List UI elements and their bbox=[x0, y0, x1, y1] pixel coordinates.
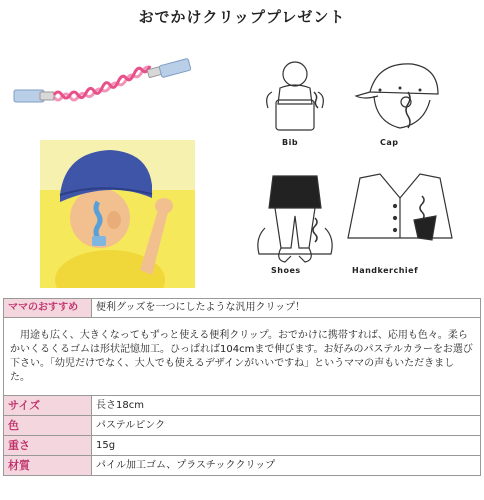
recommend-value: 便利グッズを一つにしたような汎用クリップ！ bbox=[92, 299, 481, 318]
spec-row-size bbox=[4, 396, 481, 416]
page-title: おでかけクリッププレゼント bbox=[138, 8, 346, 26]
product-clip-photo bbox=[10, 48, 200, 138]
spec-label-size: サイズ bbox=[4, 396, 92, 416]
description-row bbox=[4, 318, 481, 396]
spec-row-weight bbox=[4, 436, 481, 456]
cap-illustration bbox=[350, 52, 460, 152]
shoes-label: Shoes bbox=[271, 266, 301, 275]
spec-row-material bbox=[4, 456, 481, 476]
bib-illustration bbox=[250, 52, 340, 152]
spec-label-weight: 重さ bbox=[4, 436, 92, 456]
spec-label-material: 材質 bbox=[4, 456, 92, 476]
cap-label: Cap bbox=[380, 138, 399, 147]
product-info-table bbox=[3, 298, 481, 476]
description-text: 用途も広く、大きくなってもずっと使える便利クリップ。おでかけに携帯すれば、応用も色々。柔らかいくるくるゴムは形状記憶加工。ひっぱれば104cmまで伸びます。お好みのパステルカラーをお選び下さい。「幼児だけでなく、大人でも使えるデザインがいいですね」というママの声もいただきました。 bbox=[4, 318, 481, 396]
spec-value-color: パステルピンク bbox=[92, 416, 481, 436]
recommend-label: ママのおすすめ bbox=[4, 299, 92, 318]
handkerchief-illustration bbox=[340, 168, 470, 278]
bib-label: Bib bbox=[282, 138, 299, 147]
spec-row-color bbox=[4, 416, 481, 436]
shoes-illustration bbox=[245, 168, 345, 278]
handkerchief-label: Handkerchief bbox=[352, 266, 419, 275]
left-clip-icon bbox=[14, 90, 54, 102]
spec-value-size: 長さ18cm bbox=[92, 396, 481, 416]
recommend-row bbox=[4, 299, 481, 318]
right-clip-icon bbox=[147, 58, 191, 77]
spec-value-weight: 15g bbox=[92, 436, 481, 456]
spec-value-material: パイル加工ゴム、プラスチッククリップ bbox=[92, 456, 481, 476]
child-with-cap-photo bbox=[40, 140, 195, 288]
spec-label-color: 色 bbox=[4, 416, 92, 436]
coiled-strap-icon bbox=[54, 66, 150, 100]
